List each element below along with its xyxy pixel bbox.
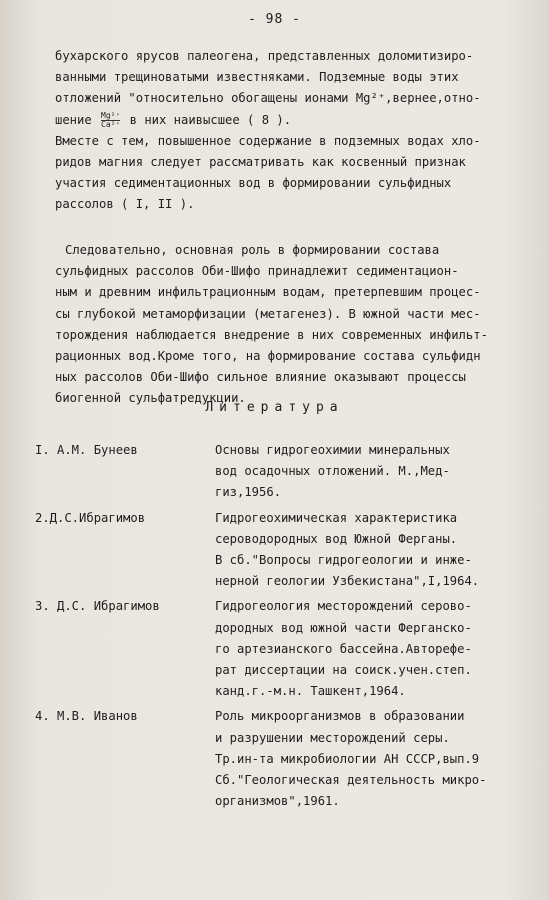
reference-author: I. А.М. Бунеев — [35, 443, 138, 457]
text-line: ным и древним инфильтрационным водам, претерпевшим процес- — [55, 285, 481, 300]
text-line: отложений "относительно обогащены ионами Mg²⁺,вернее,отно- — [55, 91, 481, 106]
text-line: канд.г.-м.н. Ташкент,1964. — [215, 684, 406, 699]
text-line: нерной геологии Узбекистана",I,1964. — [215, 574, 480, 589]
text-line: рассолов ( I, II ). — [55, 197, 195, 212]
text-line: сы глубокой метаморфизации (метагенез). В южной части мес- — [55, 306, 481, 321]
ion-ratio-fraction — [101, 112, 120, 129]
reference-text — [215, 440, 525, 504]
paragraph-2 — [55, 240, 515, 410]
fraction-denominator: Ca²⁺ — [101, 119, 121, 129]
reference-item — [35, 508, 525, 593]
text-line: Гидрогеология месторождений серово- — [215, 599, 472, 614]
reference-list — [35, 440, 525, 816]
reference-item — [35, 596, 525, 702]
page-number: - 98 - — [248, 12, 301, 27]
text-line: ных рассолов Оби-Шифо сильное влияние оказывают процессы — [55, 370, 466, 385]
text-line: Гидрогеохимическая характеристика — [215, 510, 458, 525]
text-line: го артезианского бассейна.Авторефе- — [215, 641, 472, 656]
text-line: гиз,1956. — [215, 485, 282, 500]
reference-author: 4. М.В. Иванов — [35, 709, 138, 724]
text-fragment: в них наивысшее ( 8 ). — [129, 112, 292, 127]
text-line: Сб."Геологическая деятельность микро- — [215, 773, 487, 788]
text-line: торождения наблюдается внедрение в них современных инфильт- — [55, 327, 488, 342]
text-line: дородных вод южной части Ферганско- — [215, 620, 472, 635]
text-line: Следовательно, основная роль в формировании состава — [65, 243, 440, 257]
reference-author: 3. Д.С. Ибрагимов — [35, 599, 160, 614]
text-line: ванными трещиноватыми известняками. Подземные воды этих — [55, 70, 459, 85]
text-line: Вместе с тем, повышенное содержание в подземных водах хло- — [55, 133, 481, 148]
text-line: и разрушении месторождений серы. — [215, 730, 450, 745]
text-line: Тр.ин-та микробиологии АН СССР,вып.9 — [215, 751, 480, 766]
text-fragment: шение — [55, 112, 92, 127]
text-line: Основы гидрогеохимии минеральных — [215, 443, 450, 457]
fraction-numerator: Mg²⁺ — [101, 110, 121, 120]
text-line: Роль микроорганизмов в образовании — [215, 709, 465, 724]
text-line: рационных вод.Кроме того, на формирование состава сульфидн — [55, 349, 481, 364]
reference-text — [215, 706, 525, 812]
text-line: В сб."Вопросы гидрогеологии и инже- — [215, 553, 472, 568]
reference-item — [35, 440, 525, 504]
text-line: организмов",1961. — [215, 794, 340, 809]
reference-author: 2.Д.С.Ибрагимов — [35, 510, 146, 525]
text-line: сульфидных рассолов Оби-Шифо принадлежит седиментацион- — [55, 264, 459, 279]
literature-heading: Литература — [205, 400, 344, 415]
reference-item — [35, 706, 525, 812]
text-line: бухарского ярусов палеогена, представленных доломитизиро- — [55, 49, 474, 63]
reference-text — [215, 596, 525, 702]
text-line: ридов магния следует рассматривать как косвенный признак — [55, 155, 466, 170]
text-line: биогенной сульфатредукции. — [55, 391, 246, 406]
text-line: участия седиментационных вод в формировании сульфидных — [55, 176, 452, 191]
paragraph-1 — [55, 46, 515, 216]
text-line: сероводородных вод Южной Ферганы. — [215, 531, 458, 546]
text-line-with-fraction — [55, 110, 515, 131]
text-line: рат диссертации на соиск.учен.степ. — [215, 663, 472, 678]
reference-text — [215, 508, 525, 593]
text-line: вод осадочных отложений. М.,Мед- — [215, 464, 450, 479]
